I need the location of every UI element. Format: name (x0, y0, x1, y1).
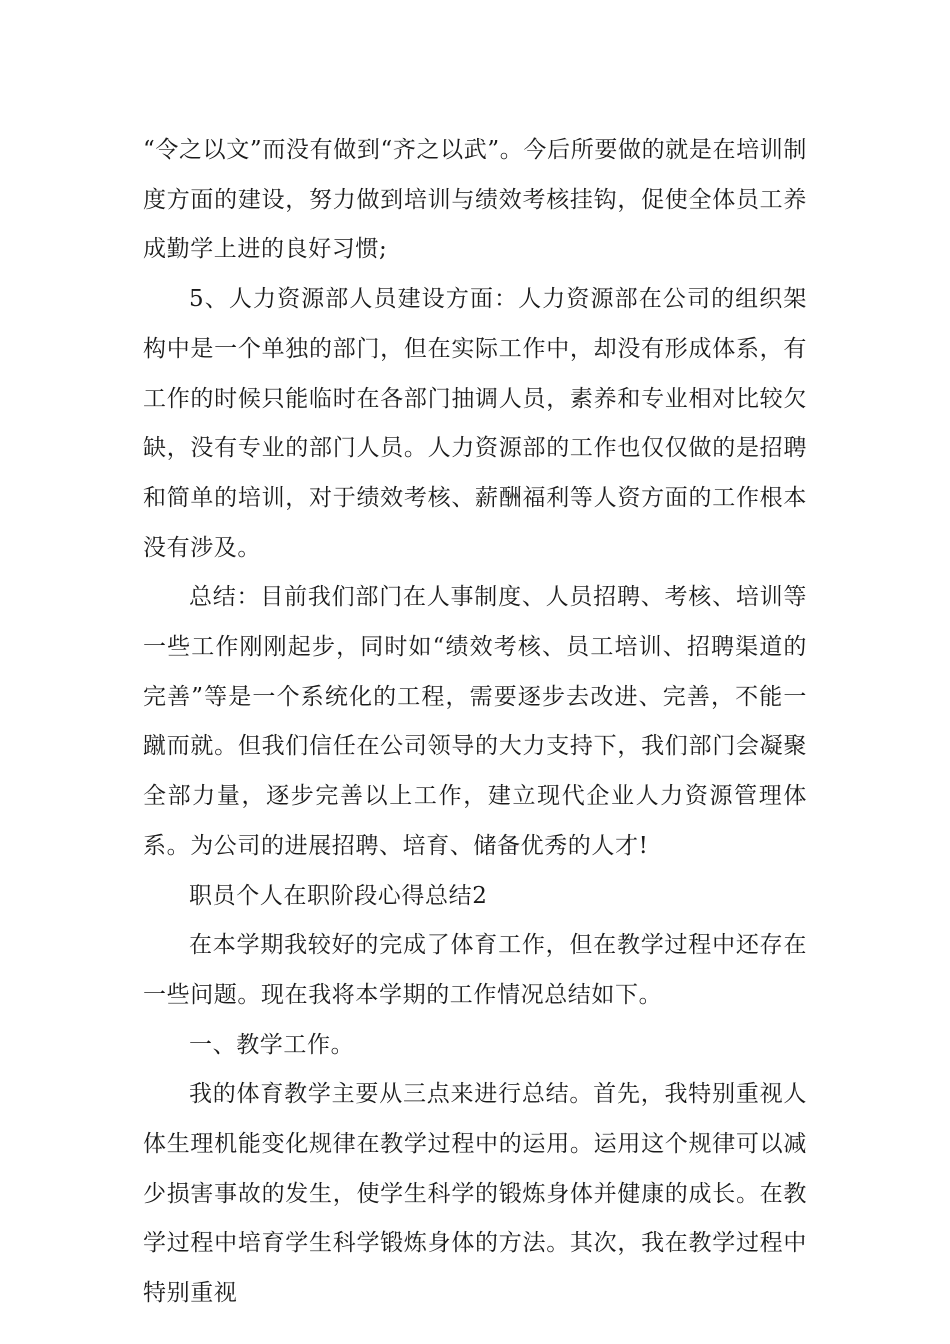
paragraph-continuation: “令之以文”而没有做到“齐之以武”。今后所要做的就是在培训制度方面的建设，努力做到培训与绩效考核挂钩，促使全体员工养成勤学上进的良好习惯; (143, 137, 807, 263)
document-body (143, 126, 807, 1319)
paragraph-intro: 在本学期我较好的完成了体育工作，但在教学过程中还存在一些问题。现在我将本学期的工作情况总结如下。 (143, 932, 807, 1008)
section-heading: 职员个人在职阶段心得总结2 (189, 882, 488, 909)
subsection-heading: 一、教学工作。 (189, 1031, 355, 1058)
paragraph-summary: 总结：目前我们部门在人事制度、人员招聘、考核、培训等一些工作刚刚起步，同时如“绩效考核、员工培训、招聘渠道的完善”等是一个系统化的工程，需要逐步去改进、完善，不能一蹴而就。但我们信任在公司领导的大力支持下，我们部门会凝聚全部力量，逐步完善以上工作，建立现代企业人力资源管理体系。为公司的进展招聘、培育、储备优秀的人才! (143, 584, 807, 859)
paragraph-hr-staffing: 5、人力资源部人员建设方面：人力资源部在公司的组织架构中是一个单独的部门，但在实际工作中，却没有形成体系，有工作的时候只能临时在各部门抽调人员，素养和专业相对比较欠缺，没有专业的部门人员。人力资源部的工作也仅仅做的是招聘和简单的培训，对于绩效考核、薪酬福利等人资方面的工作根本没有涉及。 (143, 286, 807, 561)
paragraph-teaching: 我的体育教学主要从三点来进行总结。首先，我特别重视人体生理机能变化规律在教学过程中的运用。运用这个规律可以减少损害事故的发生，使学生科学的锻炼身体并健康的成长。在教学过程中培育学生科学锻炼身体的方法。其次，我在教学过程中特别重视 (143, 1081, 807, 1307)
